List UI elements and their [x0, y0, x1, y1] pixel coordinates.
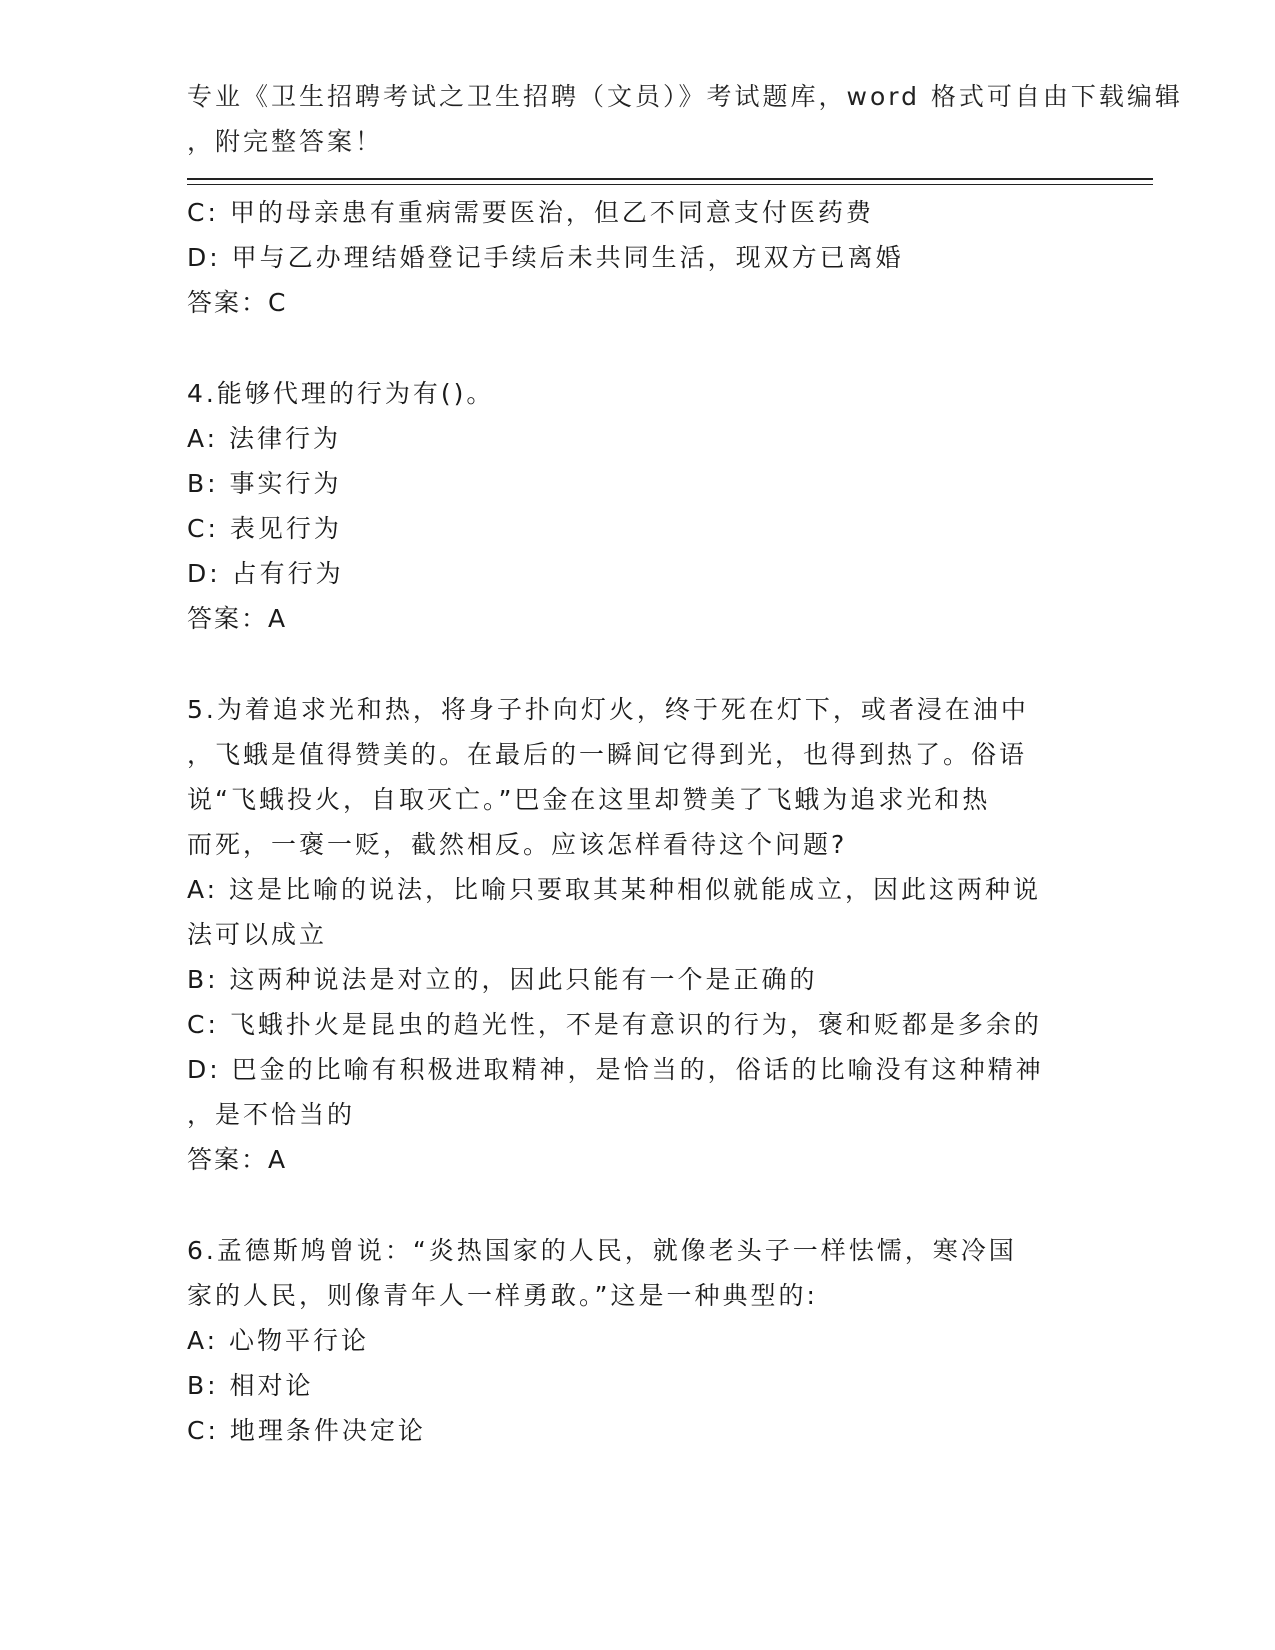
- question-4-stem: 4.能够代理的行为有()。: [187, 379, 495, 408]
- question-3-answer: 答案：C: [187, 288, 288, 317]
- question-5-option-c: C: 飞蛾扑火是昆虫的趋光性，不是有意识的行为，褒和贬都是多余的: [187, 1010, 1042, 1039]
- header-rule-thin: [187, 184, 1153, 185]
- question-4: [187, 371, 1087, 641]
- header-rule-thick: [187, 178, 1153, 180]
- question-5-option-b: B: 这两种说法是对立的，因此只能有一个是正确的: [187, 965, 818, 994]
- question-3: [187, 190, 1087, 325]
- question-5-stem-line-4: 而死，一褒一贬，截然相反。应该怎样看待这个问题?: [187, 830, 848, 859]
- spacer: [187, 325, 1087, 371]
- question-4-option-c: C: 表见行为: [187, 514, 342, 543]
- spacer: [187, 641, 1087, 687]
- question-3-option-d: D: 甲与乙办理结婚登记手续后未共同生活，现双方已离婚: [187, 243, 904, 272]
- question-6-option-c: C: 地理条件决定论: [187, 1416, 426, 1445]
- question-3-option-c: C: 甲的母亲患有重病需要医治，但乙不同意支付医药费: [187, 198, 874, 227]
- question-5-option-d-line-2: ，是不恰当的: [187, 1100, 356, 1129]
- question-5: [187, 687, 1087, 1182]
- question-5-stem-line-1: 5.为着追求光和热，将身子扑向灯火，终于死在灯下，或者浸在油中: [187, 695, 1029, 724]
- question-list: [187, 190, 1087, 1453]
- question-5-option-a-line-1: A: 这是比喻的说法，比喻只要取其某种相似就能成立，因此这两种说: [187, 875, 1042, 904]
- question-4-answer: 答案：A: [187, 604, 288, 633]
- question-5-stem-line-2: ，飞蛾是值得赞美的。在最后的一瞬间它得到光，也得到热了。俗语: [187, 740, 1028, 769]
- document-header: [187, 74, 1183, 164]
- question-6-option-b: B: 相对论: [187, 1371, 314, 1400]
- question-5-answer: 答案：A: [187, 1145, 288, 1174]
- spacer: [187, 1182, 1087, 1228]
- question-4-option-a: A: 法律行为: [187, 424, 342, 453]
- question-5-option-a-line-2: 法可以成立: [187, 920, 328, 949]
- question-6-stem-line-2: 家的人民，则像青年人一样勇敢。”这是一种典型的:: [187, 1281, 818, 1310]
- question-5-option-d-line-1: D: 巴金的比喻有积极进取精神，是恰当的，俗话的比喻没有这种精神: [187, 1055, 1044, 1084]
- question-6-stem-line-1: 6.孟德斯鸠曾说：“炎热国家的人民，就像老头子一样怯懦，寒冷国: [187, 1236, 1017, 1265]
- question-6: [187, 1228, 1087, 1453]
- header-line-1: 专业《卫生招聘考试之卫生招聘（文员）》考试题库，word 格式可自由下载编辑: [187, 82, 1183, 111]
- question-5-stem-line-3: 说“飞蛾投火，自取灭亡。”巴金在这里却赞美了飞蛾为追求光和热: [187, 785, 991, 814]
- question-4-option-d: D: 占有行为: [187, 559, 344, 588]
- question-6-option-a: A: 心物平行论: [187, 1326, 370, 1355]
- header-line-2: ，附完整答案！: [187, 127, 384, 156]
- question-4-option-b: B: 事实行为: [187, 469, 342, 498]
